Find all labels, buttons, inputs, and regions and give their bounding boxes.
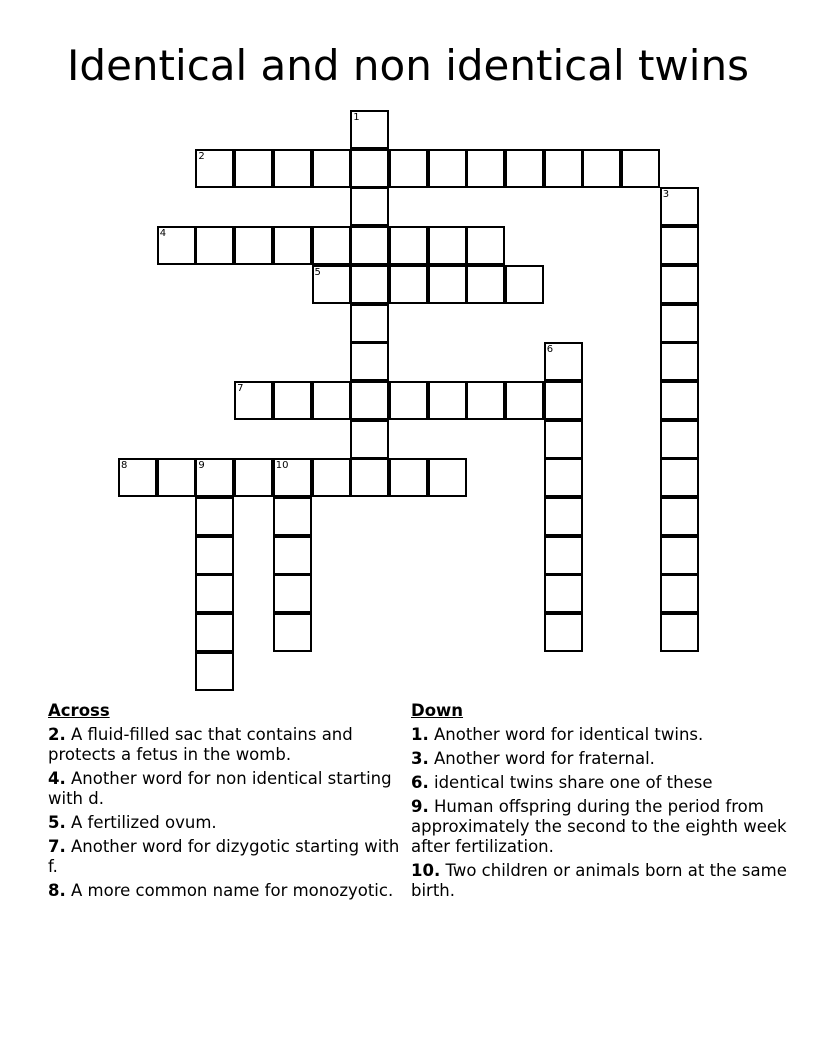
across-clues xyxy=(48,701,408,905)
grid-cell[interactable] xyxy=(350,149,389,188)
clue-number: 3. xyxy=(411,749,429,768)
clue-text: Human offspring during the period from approximately the second to the eighth week after fertilization. xyxy=(411,797,787,856)
across-clue-7 xyxy=(48,837,408,877)
grid-cell[interactable] xyxy=(505,149,544,188)
grid-cell[interactable] xyxy=(195,149,234,188)
grid-cell[interactable] xyxy=(273,536,312,575)
clue-number: 5. xyxy=(48,813,66,832)
clue-text: identical twins share one of these xyxy=(434,773,713,792)
grid-cell[interactable] xyxy=(389,458,428,497)
grid-cell[interactable] xyxy=(428,149,467,188)
grid-cell[interactable] xyxy=(312,265,351,304)
cell-number: 1 xyxy=(353,112,360,123)
down-heading: Down xyxy=(411,701,464,720)
grid-cell[interactable] xyxy=(544,420,583,459)
across-clue-2 xyxy=(48,725,408,765)
grid-cell[interactable] xyxy=(118,458,157,497)
grid-cell[interactable] xyxy=(660,497,699,536)
grid-cell[interactable] xyxy=(273,497,312,536)
cell-number: 4 xyxy=(159,228,167,240)
grid-cell[interactable] xyxy=(350,226,389,265)
grid-cell[interactable] xyxy=(660,536,699,575)
grid-cell[interactable] xyxy=(350,420,389,459)
clue-number: 8. xyxy=(48,881,66,900)
grid-cell[interactable] xyxy=(544,574,583,613)
grid-cell[interactable] xyxy=(312,226,351,265)
grid-cell[interactable] xyxy=(350,342,389,381)
clue-number: 6. xyxy=(411,773,429,792)
cell-number: 5 xyxy=(314,266,321,278)
grid-cell[interactable] xyxy=(660,187,699,226)
clue-number: 9. xyxy=(411,797,429,816)
grid-cell[interactable] xyxy=(389,265,428,304)
puzzle-title: Identical and non identical twins xyxy=(67,41,749,90)
grid-cell[interactable] xyxy=(660,265,699,304)
across-heading: Across xyxy=(48,701,110,720)
grid-cell[interactable] xyxy=(660,458,699,497)
grid-cell[interactable] xyxy=(234,458,273,497)
grid-cell[interactable] xyxy=(544,536,583,575)
clue-number: 1. xyxy=(411,725,429,744)
grid-cell[interactable] xyxy=(505,381,544,420)
grid-cell[interactable] xyxy=(660,574,699,613)
down-clue-6 xyxy=(411,773,791,793)
grid-cell[interactable] xyxy=(312,381,351,420)
down-clue-10 xyxy=(411,861,791,901)
grid-cell[interactable] xyxy=(505,265,544,304)
down-clue-1 xyxy=(411,725,791,745)
cell-number: 6 xyxy=(546,344,554,356)
grid-cell[interactable] xyxy=(544,497,583,536)
grid-cell[interactable] xyxy=(660,381,699,420)
grid-cell[interactable] xyxy=(157,458,196,497)
grid-cell[interactable] xyxy=(544,149,583,188)
grid-cell[interactable] xyxy=(195,536,234,575)
grid-cell[interactable] xyxy=(195,497,234,536)
grid-cell[interactable] xyxy=(544,613,583,652)
grid-cell[interactable] xyxy=(350,458,389,497)
grid-cell[interactable] xyxy=(660,420,699,459)
down-clues xyxy=(411,701,791,905)
grid-cell[interactable] xyxy=(389,381,428,420)
down-clue-9 xyxy=(411,797,791,857)
clue-text: Another word for non identical starting with d. xyxy=(48,769,392,808)
grid-cell[interactable] xyxy=(312,149,351,188)
clue-number: 7. xyxy=(48,837,66,856)
across-clue-5 xyxy=(48,813,408,833)
grid-cell[interactable] xyxy=(428,226,467,265)
down-clue-3 xyxy=(411,749,791,769)
grid-cell[interactable] xyxy=(350,265,389,304)
grid-cell[interactable] xyxy=(466,149,505,188)
clue-text: A more common name for monozyotic. xyxy=(71,881,394,900)
grid-cell[interactable] xyxy=(312,458,351,497)
grid-cell[interactable] xyxy=(660,342,699,381)
cell-number: 9 xyxy=(198,460,205,472)
cell-number: 2 xyxy=(198,150,205,162)
grid-cell[interactable] xyxy=(350,304,389,343)
grid-cell[interactable] xyxy=(466,226,505,265)
grid-cell[interactable] xyxy=(350,110,389,149)
clue-text: Another word for identical twins. xyxy=(434,725,704,744)
grid-cell[interactable] xyxy=(157,226,196,265)
clue-text: A fertilized ovum. xyxy=(71,813,217,832)
grid-cell[interactable] xyxy=(544,342,583,381)
grid-cell[interactable] xyxy=(195,613,234,652)
grid-cell[interactable] xyxy=(544,458,583,497)
cell-number: 10 xyxy=(275,460,289,472)
grid-cell[interactable] xyxy=(466,381,505,420)
grid-cell[interactable] xyxy=(273,574,312,613)
grid-cell[interactable] xyxy=(621,149,660,188)
grid-cell[interactable] xyxy=(273,381,312,420)
grid-cell[interactable] xyxy=(195,226,234,265)
cell-number: 7 xyxy=(237,382,244,394)
grid-cell[interactable] xyxy=(234,226,273,265)
grid-cell[interactable] xyxy=(660,226,699,265)
grid-cell[interactable] xyxy=(273,613,312,652)
grid-cell[interactable] xyxy=(273,149,312,188)
cell-number: 8 xyxy=(121,460,128,472)
grid-cell[interactable] xyxy=(389,226,428,265)
clue-text: A fluid-filled sac that contains and protects a fetus in the womb. xyxy=(48,725,353,764)
clue-number: 4. xyxy=(48,769,66,788)
grid-cell[interactable] xyxy=(195,574,234,613)
clue-text: Another word for dizygotic starting with f. xyxy=(48,837,400,876)
clue-number: 2. xyxy=(48,725,66,744)
grid-cell[interactable] xyxy=(389,149,428,188)
grid-cell[interactable] xyxy=(273,226,312,265)
grid-cell[interactable] xyxy=(350,381,389,420)
grid-cell[interactable] xyxy=(660,304,699,343)
grid-cell[interactable] xyxy=(234,381,273,420)
clue-text: Two children or animals born at the same birth. xyxy=(411,861,787,900)
grid-cell[interactable] xyxy=(273,458,312,497)
grid-cell[interactable] xyxy=(350,187,389,226)
grid-cell[interactable] xyxy=(428,381,467,420)
cell-number: 3 xyxy=(662,189,670,201)
grid-cell[interactable] xyxy=(582,149,621,188)
grid-cell[interactable] xyxy=(428,458,467,497)
across-clue-4 xyxy=(48,769,408,809)
grid-cell[interactable] xyxy=(466,265,505,304)
across-clue-8 xyxy=(48,881,408,901)
grid-cell[interactable] xyxy=(195,652,234,691)
grid-cell[interactable] xyxy=(428,265,467,304)
grid-cell[interactable] xyxy=(660,613,699,652)
grid-cell[interactable] xyxy=(544,381,583,420)
clue-number: 10. xyxy=(411,861,441,880)
grid-cell[interactable] xyxy=(234,149,273,188)
clue-text: Another word for fraternal. xyxy=(434,749,655,768)
grid-cell[interactable] xyxy=(195,458,234,497)
